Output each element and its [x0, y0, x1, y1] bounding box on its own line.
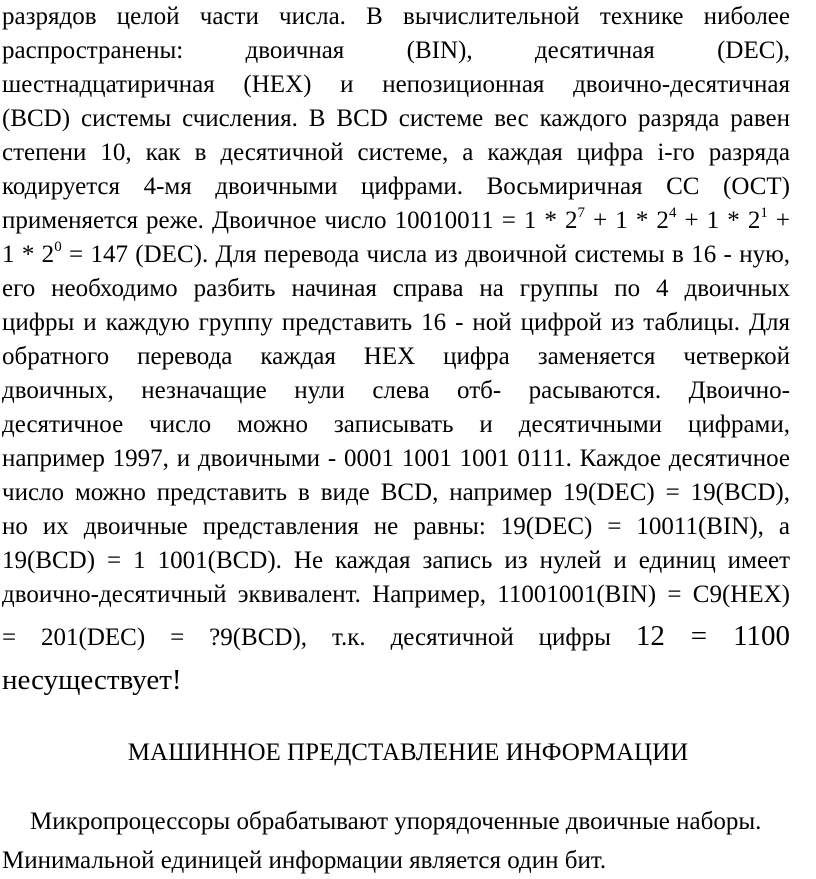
text-fragment: 12 = 1100 — [635, 620, 791, 652]
formula-text: + — [767, 207, 790, 234]
text-line: распространены: двоичная (BIN), десятичная (DEC), — [2, 37, 790, 64]
text-line: но их двоичные представления не равны: 19(DEC) = 10011(BIN), а — [2, 513, 790, 540]
text-line: степени 10, как в десятичной системе, а каждая цифра i-го разряда — [2, 139, 790, 166]
formula-text: + 1 * 2 — [585, 207, 669, 234]
text-line: его необходимо разбить начиная справа на группы по 4 двоичных — [2, 275, 790, 302]
text-line: обратного перевода каждая HEX цифра заменяется четверкой — [2, 343, 790, 370]
text-line: (BCD) системы счисления. В BCD системе вес каждого разряда равен — [2, 105, 790, 132]
text-line: 19(BCD) = 1 1001(BCD). Не каждая запись из нулей и единиц имеет — [2, 547, 790, 574]
formula-text: применяется реже. Двоичное число 10010011 = 1 * 2 — [2, 207, 578, 234]
text-line: десятичное число можно записывать и десятичными цифрами, — [2, 411, 790, 438]
text-line: Минимальной единицей информации является один бит. — [2, 847, 607, 874]
text-line: число можно представить в виде BCD, например 19(DEC) = 19(BCD), — [2, 479, 790, 506]
text-line: например 1997, и двоичными - 0001 1001 1001 0111. Каждое десятичное — [2, 445, 790, 472]
formula-line — [2, 238, 790, 272]
text-line: Микропроцессоры обрабатывают упорядоченные двоичные наборы. — [30, 808, 762, 835]
text-line: шестнадцатиричная (HEX) и непозиционная двоично-десятичная — [2, 71, 790, 98]
text-fragment: ы — [594, 624, 611, 651]
text-line: кодируется 4-мя двоичными цифрами. Восьмиричная СС (ОСТ) — [2, 173, 790, 200]
exponent: 0 — [54, 238, 62, 255]
text-line: несуществует! — [2, 664, 182, 696]
text-line — [2, 616, 790, 656]
formula-line — [2, 204, 790, 238]
text-fragment: = 201(DEC) = ?9(BCD), т.к. десятичной цифр — [2, 624, 595, 651]
text-line: разрядов целой части числа. В вычислительной технике ниболее — [2, 3, 790, 30]
exponent: 4 — [668, 204, 677, 221]
exponent: 1 — [760, 204, 768, 221]
text-line: двоично-десятичный эквивалент. Например, 11001001(BIN) = C9(HEX) — [2, 581, 790, 608]
exponent: 7 — [577, 204, 586, 221]
formula-text: + 1 * 2 — [676, 207, 761, 234]
text-line: цифры и каждую группу представить 16 - ной цифрой из таблицы. Для — [2, 309, 790, 336]
text-line: двоичных, незначащие нули слева отб- расываются. Двоично- — [2, 377, 790, 404]
formula-text: 1 * 2 — [2, 241, 55, 268]
section-heading: МАШИННОЕ ПРЕДСТАВЛЕНИЕ ИНФОРМАЦИИ — [127, 739, 689, 766]
formula-text: = 147 (DEC). Для перевода числа из двоичной системы в 16 - ную, — [61, 241, 790, 268]
